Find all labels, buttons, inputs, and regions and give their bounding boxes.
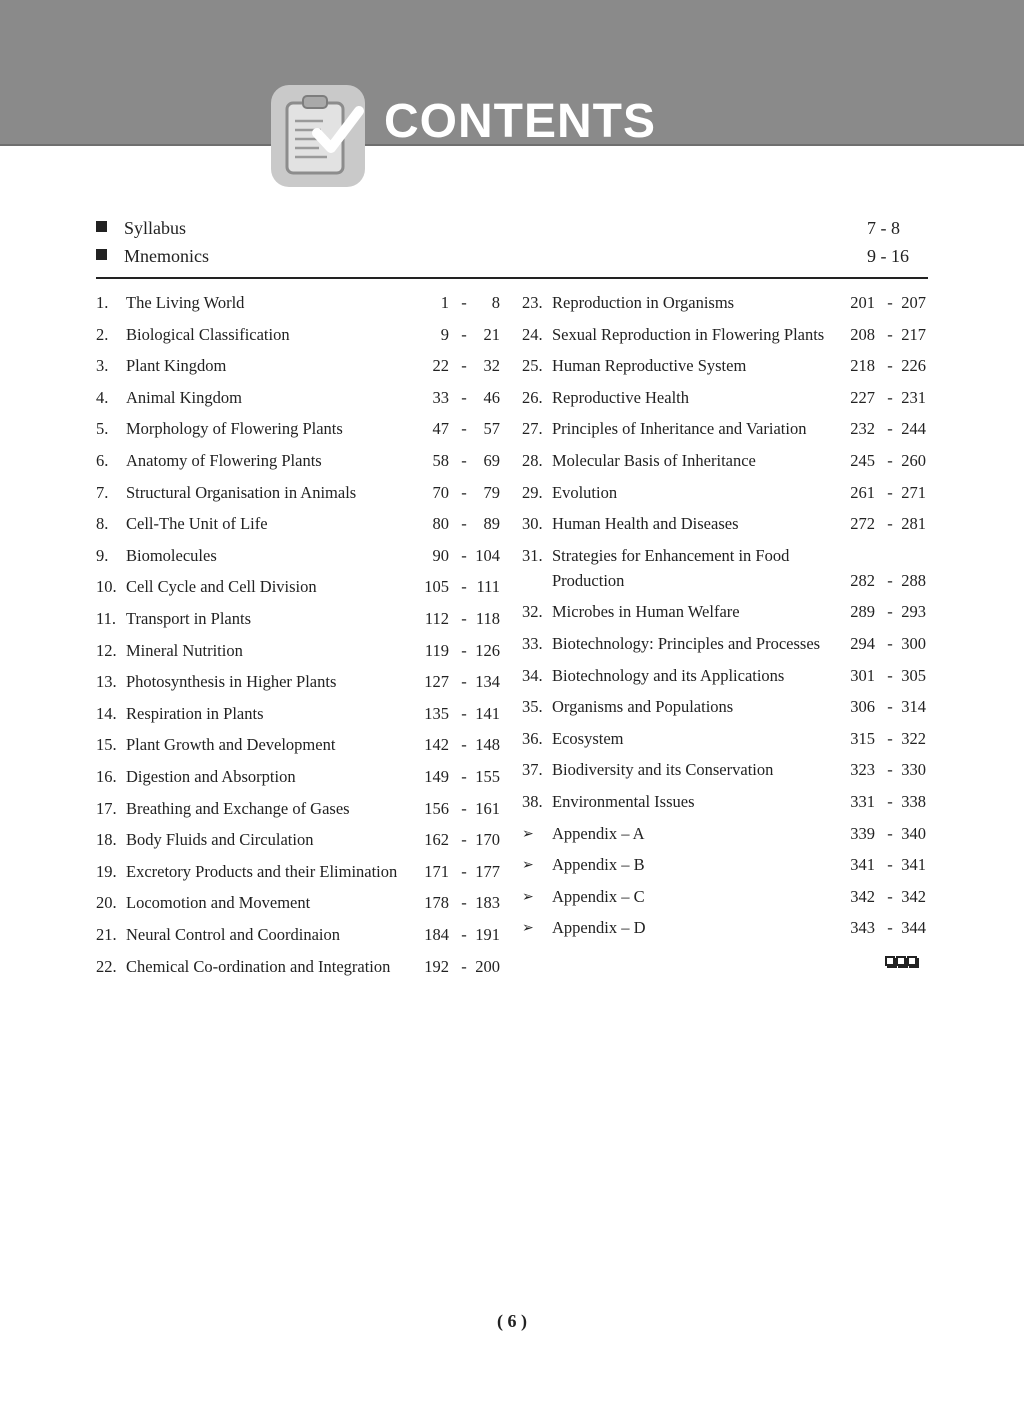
page-end: 271 [901,482,926,502]
chapter-number: 35. [522,697,543,717]
page-range-separator: - [461,767,467,786]
page-range-separator: - [887,482,893,502]
page-end: 207 [901,293,926,312]
chapter-number: 37. [522,760,543,780]
page-end: 330 [901,760,926,780]
chapter-title: Reproductive Health [552,387,689,407]
chapter-title: Digestion and Absorption [126,767,296,786]
chapter-title: The Living World [126,293,245,312]
end-of-section-marks [885,953,927,965]
page-range-separator: - [887,324,893,344]
chapter-number: 17. [96,798,117,818]
page-start: 315 [850,728,875,748]
page-start: 47 [432,419,449,439]
chapter-title: Chemical Co-ordination and Integration [126,956,391,976]
page-end: 226 [901,356,926,376]
page-start: 105 [424,577,449,597]
chapter-title: Sexual Reproduction in Flowering Plants [552,324,825,344]
page-start: 261 [850,482,875,502]
page-end: 69 [483,451,500,470]
chapter-number: 34. [522,665,543,685]
chapter-title: Reproduction in Organisms [552,293,735,312]
page-range-separator: - [887,760,893,780]
page-start: 1 [440,293,449,312]
page-range-separator: - [887,419,893,439]
page-start: 301 [850,665,875,685]
page-start: 208 [850,324,875,344]
chapter-number: 16. [96,767,117,786]
chapter-number: 5. [96,419,109,439]
square-bullet-icon [96,249,107,260]
page-number: ( 6 ) [497,1311,527,1331]
chapter-title-continued: Production [552,570,625,590]
chapter-title: Body Fluids and Circulation [126,830,314,850]
chapter-title: Plant Growth and Development [126,735,336,755]
arrow-bullet-icon: ➢ [522,888,534,905]
page-range-separator: - [461,798,467,818]
page-end: 32 [483,356,500,376]
chapter-number: 6. [96,451,109,470]
chapter-number: 26. [522,387,543,407]
chapter-number: 29. [522,482,543,502]
chapter-number: 19. [96,861,117,881]
chapter-number: 21. [96,925,117,944]
chapter-number: 28. [522,451,543,470]
chapter-title: Principles of Inheritance and Variation [552,419,807,439]
page-start: 282 [850,570,875,590]
page-start: 218 [850,356,875,376]
page-start: 341 [850,855,875,875]
chapter-number: 7. [96,482,109,502]
chapter-number: 30. [522,514,543,534]
arrow-bullet-icon: ➢ [522,825,534,842]
page-start: 80 [432,514,449,534]
page-start: 339 [850,823,875,843]
page-start: 90 [432,545,449,565]
page-end: 244 [901,419,926,439]
chapter-number: 11. [96,609,117,628]
page-range-separator: - [887,728,893,748]
page-start: 9 [440,324,449,344]
clipboard-check-icon [271,85,365,187]
page-end: 322 [901,728,926,748]
page-range-separator: - [461,387,467,407]
page-end: 57 [483,419,500,439]
page-start: 178 [424,893,449,913]
chapter-number: 1. [96,293,109,312]
page-end: 177 [475,861,500,881]
chapter-number: 14. [96,703,117,723]
page-end: 161 [475,798,500,818]
page-start: 289 [850,602,875,622]
page-range-separator: - [461,293,467,312]
chapter-number: 31. [522,545,543,565]
chapter-number: 12. [96,640,117,660]
chapter-number: 24. [522,324,543,344]
page-start: 127 [424,672,449,692]
page-range-separator: - [887,823,893,843]
chapter-title: Evolution [552,482,618,502]
chapter-title: Biotechnology and its Applications [552,665,785,685]
page-range-separator: - [461,861,467,881]
chapter-title: Appendix – B [552,855,645,875]
page-range-separator: - [887,387,893,407]
page-end: 155 [475,767,500,786]
page-end: 46 [483,387,500,407]
chapter-number: 38. [522,792,543,811]
page-range-separator: - [887,514,893,534]
prelim-pages: 7 - 8 [867,218,900,238]
page-start: 331 [850,792,875,811]
page-start: 201 [850,293,875,312]
chapter-title: Organisms and Populations [552,697,734,717]
page-end: 126 [475,640,500,660]
chapter-title: Photosynthesis in Higher Plants [126,672,337,692]
prelim-label: Mnemonics [124,246,209,266]
page-start: 58 [432,451,449,470]
page-range-separator: - [887,697,893,717]
chapter-number: 4. [96,387,109,407]
chapter-title: Human Health and Diseases [552,514,739,534]
page-range-separator: - [887,918,893,938]
page-range-separator: - [887,570,893,590]
chapter-title: Appendix – C [552,886,645,906]
page-end: 217 [901,324,926,344]
page-range-separator: - [461,830,467,850]
page-end: 231 [901,387,926,407]
page-end: 8 [491,293,500,312]
page-range-separator: - [887,602,893,622]
chapter-number: 27. [522,419,543,439]
page-end: 305 [901,665,926,685]
page-range-separator: - [887,356,893,376]
chapter-title: Anatomy of Flowering Plants [126,451,322,470]
chapter-number: 32. [522,602,543,622]
chapter-title: Plant Kingdom [126,356,227,376]
page-range-separator: - [461,893,467,913]
chapter-title: Biomolecules [126,545,217,565]
page-start: 112 [424,609,449,628]
horizontal-rule [96,277,928,279]
chapter-title: Morphology of Flowering Plants [126,419,343,439]
page-start: 33 [432,387,449,407]
page-start: 135 [424,703,449,723]
page-start: 142 [424,735,449,755]
chapter-title: Transport in Plants [126,609,251,628]
page-start: 184 [424,925,449,944]
page-range-separator: - [887,293,893,312]
page-end: 111 [476,577,500,597]
chapter-title: Environmental Issues [552,792,695,811]
chapter-number: 2. [96,324,109,344]
page-start: 156 [424,798,449,818]
page-start: 272 [850,514,875,534]
chapter-number: 15. [96,735,117,755]
square-bullet-icon [96,221,107,232]
page-end: 191 [475,925,500,944]
chapter-number: 20. [96,893,117,913]
page-end: 134 [475,672,500,692]
page-start: 306 [850,697,875,717]
page-end: 293 [901,602,926,622]
chapter-number: 8. [96,514,109,534]
chapter-title: Ecosystem [552,728,624,748]
page-range-separator: - [461,672,467,692]
chapter-number: 25. [522,356,543,376]
page-end: 141 [475,703,500,723]
page-start: 294 [850,634,875,653]
page-end: 344 [901,918,926,938]
chapter-number: 23. [522,293,543,312]
page-range-separator: - [461,577,467,597]
prelim-label: Syllabus [124,218,187,238]
page-range-separator: - [461,514,467,534]
page-range-separator: - [887,792,893,811]
chapter-title: Structural Organisation in Animals [126,482,357,502]
page-end: 170 [475,830,500,850]
page-range-separator: - [461,735,467,755]
page-range-separator: - [887,665,893,685]
chapter-title: Neural Control and Coordinaion [126,925,341,944]
chapter-title: Cell-The Unit of Life [126,514,268,534]
page-end: 314 [901,697,926,717]
chapter-title: Molecular Basis of Inheritance [552,451,756,470]
page-start: 245 [850,451,875,470]
page-start: 342 [850,886,875,906]
page-start: 343 [850,918,875,938]
page-range-separator: - [461,640,467,660]
chapter-number: 3. [96,356,109,376]
chapter-title: Appendix – D [552,918,646,938]
chapter-title: Excretory Products and their Elimination [126,861,398,881]
page-range-separator: - [461,925,467,944]
page-end: 118 [475,609,500,628]
chapter-title: Respiration in Plants [126,703,264,723]
page-range-separator: - [887,855,893,875]
page-start: 22 [432,356,449,376]
chapter-number: 18. [96,830,117,850]
chapter-title: Biotechnology: Principles and Processes [552,634,821,653]
page-range-separator: - [887,886,893,906]
page-end: 300 [901,634,926,653]
page-end: 183 [475,893,500,913]
chapter-title: Animal Kingdom [126,387,242,407]
page-range-separator: - [461,356,467,376]
page-start: 149 [424,767,449,786]
chapter-number: 36. [522,728,543,748]
page-start: 323 [850,760,875,780]
page-end: 260 [901,451,926,470]
page-start: 227 [850,387,875,407]
page-start: 192 [424,956,449,976]
chapter-title: Strategies for Enhancement in Food [552,545,790,565]
chapter-title: Microbes in Human Welfare [552,602,740,622]
page-start: 232 [850,419,875,439]
page-range-separator: - [461,419,467,439]
chapter-number: 10. [96,577,117,597]
chapter-title: Appendix – A [552,823,645,843]
page-range-separator: - [887,451,893,470]
chapter-title: Mineral Nutrition [126,640,243,660]
page-range-separator: - [461,482,467,502]
page-range-separator: - [461,956,467,976]
page-start: 162 [424,830,449,850]
chapter-title: Biodiversity and its Conservation [552,760,774,780]
page-start: 119 [424,640,449,660]
page-range-separator: - [887,634,893,653]
page-range-separator: - [461,451,467,470]
page-end: 340 [901,823,926,843]
page-end: 281 [901,514,926,534]
page-end: 89 [483,514,500,534]
prelim-pages: 9 - 16 [867,246,909,266]
page-range-separator: - [461,324,467,344]
page-end: 21 [483,324,500,344]
page-end: 79 [483,482,500,502]
chapter-title: Breathing and Exchange of Gases [126,798,350,818]
page-range-separator: - [461,703,467,723]
chapter-number: 22. [96,956,117,976]
page-end: 148 [475,735,500,755]
page-range-separator: - [461,609,467,628]
chapter-title: Human Reproductive System [552,356,747,376]
page-end: 104 [475,545,500,565]
page-end: 341 [901,855,926,875]
page-end: 342 [901,886,926,906]
chapter-number: 33. [522,634,543,653]
page-end: 288 [901,570,926,590]
page-end: 200 [475,956,500,976]
arrow-bullet-icon: ➢ [522,857,534,874]
page-start: 70 [432,482,449,502]
page-end: 338 [901,792,926,811]
page-start: 171 [424,861,449,881]
chapter-title: Locomotion and Movement [126,893,311,913]
chapter-number: 9. [96,545,109,565]
page-range-separator: - [461,545,467,565]
chapter-title: Cell Cycle and Cell Division [126,577,317,597]
chapter-title: Biological Classification [126,324,290,344]
page-title: CONTENTS [384,95,656,148]
chapter-number: 13. [96,672,117,692]
arrow-bullet-icon: ➢ [522,920,534,937]
